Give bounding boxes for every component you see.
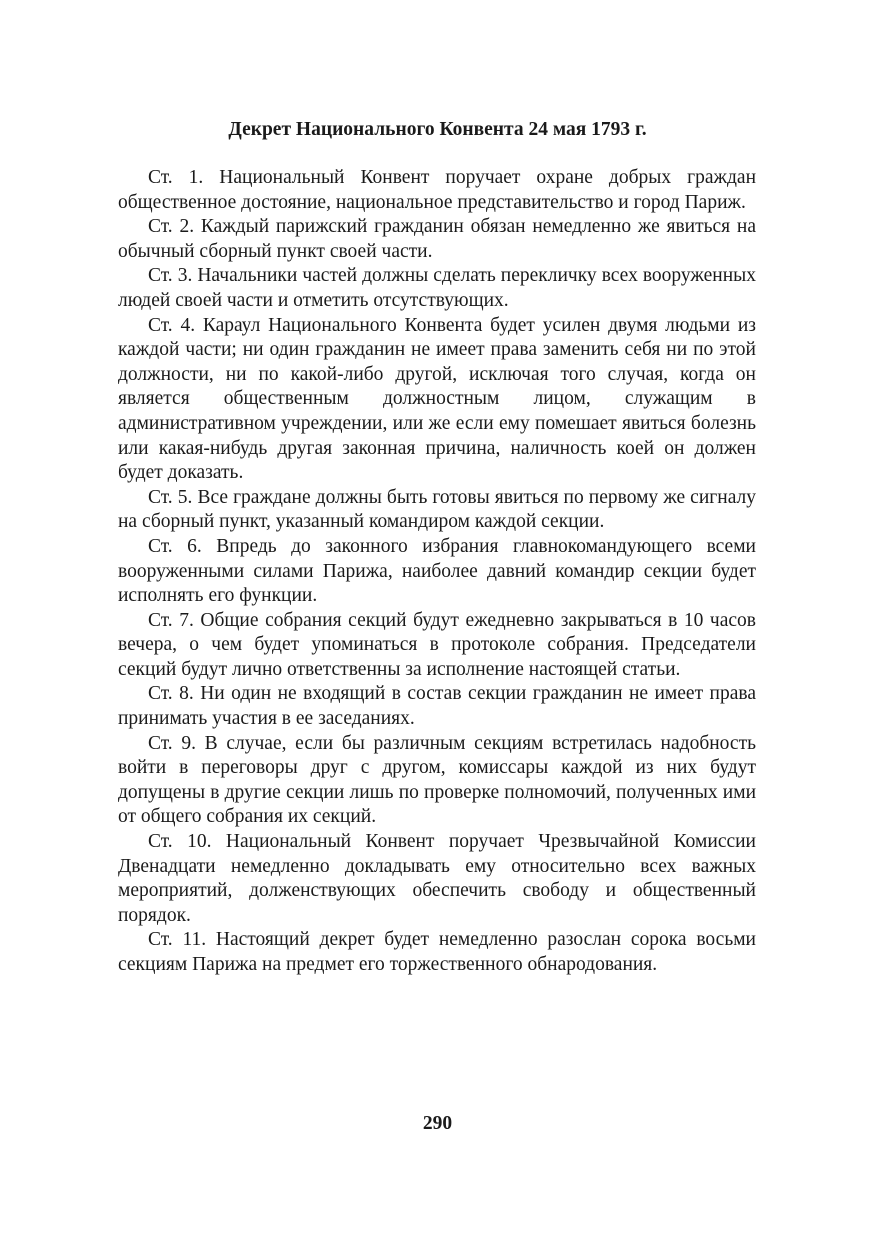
article-10: Ст. 10. Национальный Конвент поручает Чрезвычайной Комиссии Двенадцати немедленно докладывать ему относительно всех важных мероприятий, долженствующих обеспечить свободу и общественный порядок. [118,831,756,926]
article-3: Ст. 3. Начальники частей должны сделать перекличку всех вооруженных людей своей части и отметить отсутствующих. [118,265,756,311]
article-6: Ст. 6. Впредь до законного избрания главнокомандующего всеми вооруженными силами Парижа, наиболее давний командир секции будет исполнять его функции. [118,535,756,607]
article-9: Ст. 9. В случае, если бы различным секциям встретилась надобность войти в переговоры друг с другом, комиссары каждой из них будут допущены в другие секции лишь по проверке полномочий, полученных ими от общего собрания их секций. [118,732,756,828]
document-title: Декрет Национального Конвента 24 мая 1793 г. [228,119,647,140]
article-7: Ст. 7. Общие собрания секций будут ежедневно закрываться в 10 часов вечера, о чем будет упоминаться в протоколе собрания. Председатели секций будут лично ответственны за исполнение настоящей статьи. [118,609,756,680]
document-body [118,166,756,978]
page-number: 290 [422,1113,453,1134]
article-11: Ст. 11. Настоящий декрет будет немедленно разослан сорока восьми секциям Парижа на предмет его торжественного обнародования. [118,929,756,975]
article-4: Ст. 4. Караул Национального Конвента будет усилен двумя людьми из каждой части; ни один гражданин не имеет права заменить себя ни по этой должности, ни по какой-либо другой, исключая того случая, когда он является общественным должностным лицом, служащим в административном учреждении, или же если ему помешает явиться болезнь или какая-нибудь другая законная причина, наличность коей он должен будет доказать. [118,314,756,484]
article-5: Ст. 5. Все граждане должны быть готовы явиться по первому же сигналу на сборный пункт, указанный командиром каждой секции. [118,486,756,533]
article-1: Ст. 1. Национальный Конвент поручает охране добрых граждан общественное достояние, национальное представительство и город Париж. [118,167,756,213]
article-2: Ст. 2. Каждый парижский гражданин обязан немедленно же явиться на обычный сборный пункт своей части. [118,216,756,262]
article-8: Ст. 8. Ни один не входящий в состав секции гражданин не имеет права принимать участия в ее заседаниях. [118,683,756,730]
